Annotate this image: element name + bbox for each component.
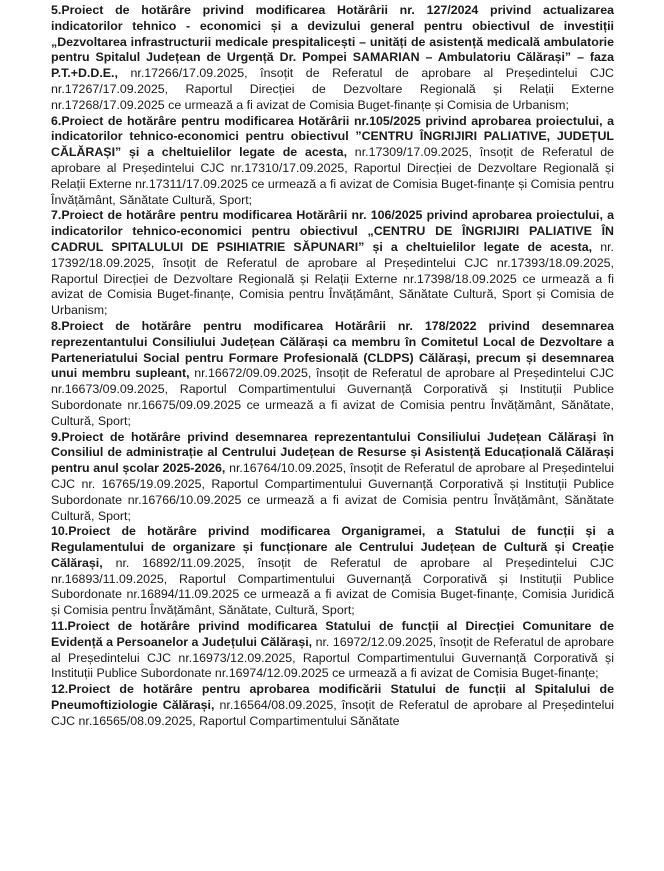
agenda-item-title: 11.Proiect de hotărâre privind modificarea Statului de funcții al Direcției Comunitare de Evidență a Persoanelor a Județului Călărași, — [51, 619, 614, 649]
agenda-item-title: 5.Proiect de hotărâre privind modificarea Hotărârii nr. 127/2024 privind actualizarea indicatorilor tehnico - economici și a devizului general pentru obiectivul de investiții „Dezvoltarea infrastructurii medicale prespitalicești – unități de asistență medicală ambulatorie pentru Spitalul Județean de Urgență Dr. Pompei SAMARIAN – Ambulatoriu Călărași” – faza P.T.+D.D.E., — [51, 3, 614, 81]
agenda-item-title: 9.Proiect de hotărâre privind desemnarea reprezentantului Consiliului Județean Călărași în Consiliul de administrație al Centrului Județean de Resurse și Asistență Educațională Călărași pentru anul școlar 2025-2026, — [51, 429, 614, 476]
agenda-item-details: nr.17266/17.09.2025, însoțit de Referatul de aprobare al Președintelui CJC nr.17267/17.09.2025, Raportul Direcției de Dezvoltare Regională și Relații Externe nr.17268/17.09.2025 ce urmează a fi avizat de Comisia Buget-finanțe și Comisia de Urbanism; — [51, 66, 614, 112]
agenda-item-details: nr.16672/09.09.2025, însoțit de Referatul de aprobare al Președintelui CJC nr.16673/09.09.2025, Raportul Compartimentului Guvernanță Corporativă și Instituții Publice Subordonate nr.16675/09.09.2025 ce urmează a fi avizat de Comisia pentru Învățământ, Sănătate, Cultură, Sport; — [51, 366, 614, 428]
agenda-item-10 — [51, 524, 614, 619]
agenda-item-details: nr.16564/08.09.2025, însoțit de Referatul de aprobare al Președintelui CJC nr.16565/08.09.2025, Raportul Compartimentului Sănătate — [51, 698, 614, 728]
agenda-item-title: 7.Proiect de hotărâre pentru modificarea Hotărârii nr. 106/2025 privind aprobarea proiectului, a indicatorilor tehnico-economici pentru obiectivul „CENTRU DE ÎNGRIJIRI PALIATIVE ÎN CADRUL SPITALULUI DE PSIHIATRIE SĂPUNARI” și a cheltuielilor legate de acesta, — [51, 208, 614, 254]
agenda-item-title: 10.Proiect de hotărâre privind modificarea Organigramei, a Statului de funcții și a Regulamentului de organizare și funcționare ale Centrului Județean de Cultură și Creație Călărași, — [51, 524, 614, 570]
agenda-item-details: nr.17309/17.09.2025, însoțit de Referatul de aprobare al Președintelui CJC nr.17310/17.09.2025, Raportul Direcției de Dezvoltare Regională și Relații Externe nr.17311/17.09.2025 ce urmează a fi avizat de Comisia Buget-finanțe și Comisia pentru Învățământ, Sănătate Cultură, Sport; — [51, 145, 614, 207]
agenda-item-title: 6.Proiect de hotărâre pentru modificarea Hotărârii nr.105/2025 privind aprobarea proiectului, a indicatorilor tehnico-economici pentru obiectivul ”CENTRU ÎNGRIJIRI PALIATIVE, JUDEȚUL CĂLĂRAȘI” și a cheltuielilor legate de acesta, — [51, 113, 614, 160]
agenda-item-8 — [51, 319, 614, 430]
agenda-item-details: nr.16764/10.09.2025, însoțit de Referatul de aprobare al Președintelui CJC nr. 16765/19.09.2025, Raportul Compartimentului Guvernanță Corporativă și Instituții Publice Subordonate nr.16766/10.09.2025 ce urmează a fi avizat de Comisia pentru Învățământ, Sănătate Cultură, Sport; — [51, 461, 614, 523]
agenda-item-12 — [51, 682, 614, 729]
agenda-item-11 — [51, 619, 614, 682]
agenda-item-6 — [51, 114, 614, 209]
agenda-item-details: nr. 17392/18.09.2025, însoțit de Referatul de aprobare al Președintelui CJC nr.17393/18.09.2025, Raportul Direcției de Dezvoltare Regională și Relații Externe nr.17398/18.09.2025 ce urmează a fi avizat de Comisia Buget-finanțe, Comisia pentru Învățământ, Sănătate Cultură, Sport și Comisia de Urbanism; — [51, 239, 615, 318]
agenda-item-9 — [51, 430, 614, 525]
agenda-item-title: 8.Proiect de hotărâre pentru modificarea Hotărârii nr. 178/2022 privind desemnarea reprezentantului Consiliului Județean Călărași ca membru în Comitetul Local de Dezvoltare a Parteneriatului Social pentru Formare Profesională (CLDPS) Călărași, precum și desemnarea unui membru supleant, — [51, 318, 614, 381]
agenda-item-5 — [51, 3, 614, 114]
agenda-item-details: nr. 16892/11.09.2025, însoțit de Referatul de aprobare al Președintelui CJC nr.16893/11.09.2025, Raportul Compartimentului Guvernanță Corporativă și Instituții Publice Subordonate nr.16894/11.09.2025 ce urmează a fi avizat de Comisia Buget-finanțe, Comisia Juridică și Comisia pentru Învățământ, Sănătate, Cultură, Sport; — [51, 555, 614, 618]
agenda-item-7 — [51, 208, 614, 319]
agenda-item-title: 12.Proiect de hotărâre pentru aprobarea modificării Statului de funcții al Spitalului de Pneumoftiziologie Călărași, — [51, 682, 614, 713]
agenda-item-details: nr. 16972/12.09.2025, însoțit de Referatul de aprobare al Președintelui CJC nr.16973/12.09.2025, Raportul Compartimentului Guvernanță Corporativă și Instituții Publice Subordonate nr.16974/12.09.2025 ce urmează a fi avizat de Comisia Buget-finanțe; — [51, 634, 614, 681]
